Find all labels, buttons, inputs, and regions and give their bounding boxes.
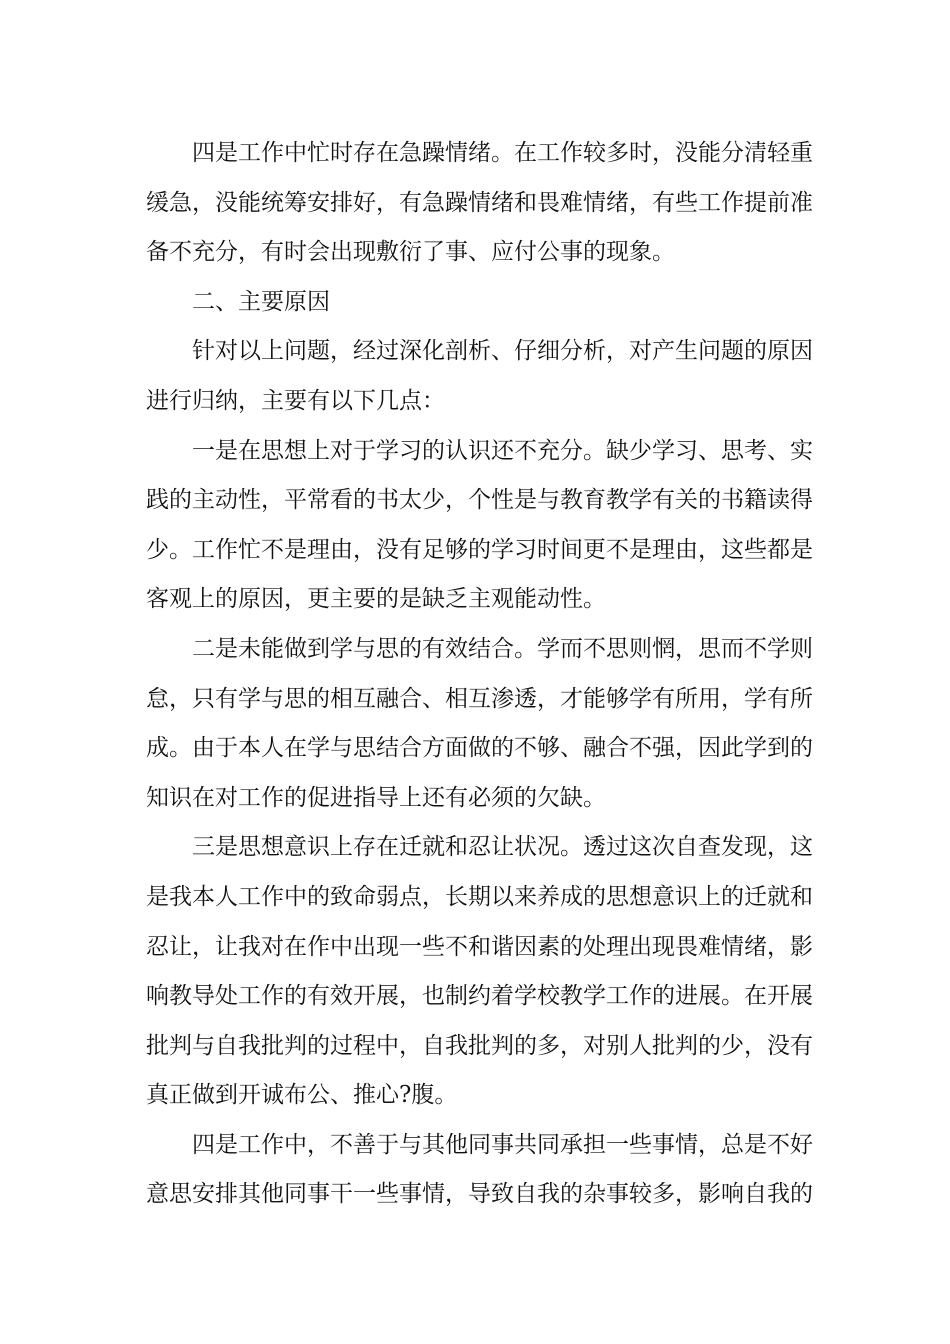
paragraph-impatience-problem bbox=[146, 129, 813, 278]
text-line: 响教导处工作的有效开展，也制约着学校教学工作的进展。在开展 bbox=[146, 983, 813, 1010]
text-line: 意思安排其他同事干一些事情，导致自我的杂事较多，影响自我的 bbox=[146, 1181, 813, 1208]
text-line: 践的主动性，平常看的书太少，个性是与教育教学有关的书籍读得 bbox=[146, 487, 813, 514]
section-heading-main-reasons bbox=[146, 278, 806, 328]
text-line: 备不充分，有时会出现敷衍了事、应付公事的现象。 bbox=[146, 239, 675, 266]
text-line: 缓急，没能统筹安排好，有急躁情绪和畏难情绪，有些工作提前准 bbox=[146, 189, 813, 216]
text-line: 三是思想意识上存在迁就和忍让状况。透过这次自查发现，这 bbox=[192, 834, 813, 861]
text-line: 二是未能做到学与思的有效结合。学而不思则惘，思而不学则 bbox=[192, 635, 813, 662]
text-line: 一是在思想上对于学习的认识还不充分。缺少学习、思考、实 bbox=[192, 437, 813, 464]
text-line: 四是工作中忙时存在急躁情绪。在工作较多时，没能分清轻重 bbox=[192, 140, 813, 166]
paragraph-reason-three bbox=[146, 823, 813, 1121]
paragraph-reason-four bbox=[146, 1121, 813, 1220]
document-body bbox=[146, 129, 813, 1220]
text-line: 进行归纳，主要有以下几点： bbox=[146, 387, 445, 414]
text-line: 知识在对工作的促进指导上还有必须的欠缺。 bbox=[146, 784, 606, 811]
paragraph-reasons-intro bbox=[146, 327, 813, 426]
text-line: 四是工作中，不善于与其他同事共同承担一些事情，总是不好 bbox=[192, 1131, 813, 1158]
text-line: 怠，只有学与思的相互融合、相互渗透，才能够学有所用，学有所 bbox=[146, 685, 813, 712]
text-line: 针对以上问题，经过深化剖析、仔细分析，对产生问题的原因 bbox=[192, 338, 813, 365]
text-line: 批判与自我批判的过程中，自我批判的多，对别人批判的少，没有 bbox=[146, 1032, 813, 1059]
text-line: 真正做到开诚布公、推心?腹。 bbox=[146, 1082, 458, 1109]
text-line: 客观上的原因，更主要的是缺乏主观能动性。 bbox=[146, 586, 606, 613]
text-line: 成。由于本人在学与思结合方面做的不够、融合不强，因此学到的 bbox=[146, 735, 813, 762]
text-line: 少。工作忙不是理由，没有足够的学习时间更不是理由，这些都是 bbox=[146, 536, 813, 563]
text-line: 忍让，让我对在作中出现一些不和谐因素的处理出现畏难情绪，影 bbox=[146, 933, 813, 960]
paragraph-reason-one bbox=[146, 427, 813, 625]
text-line: 是我本人工作中的致命弱点，长期以来养成的思想意识上的迁就和 bbox=[146, 883, 813, 910]
section-heading: 二、主要原因 bbox=[192, 288, 330, 315]
paragraph-reason-two bbox=[146, 625, 813, 823]
